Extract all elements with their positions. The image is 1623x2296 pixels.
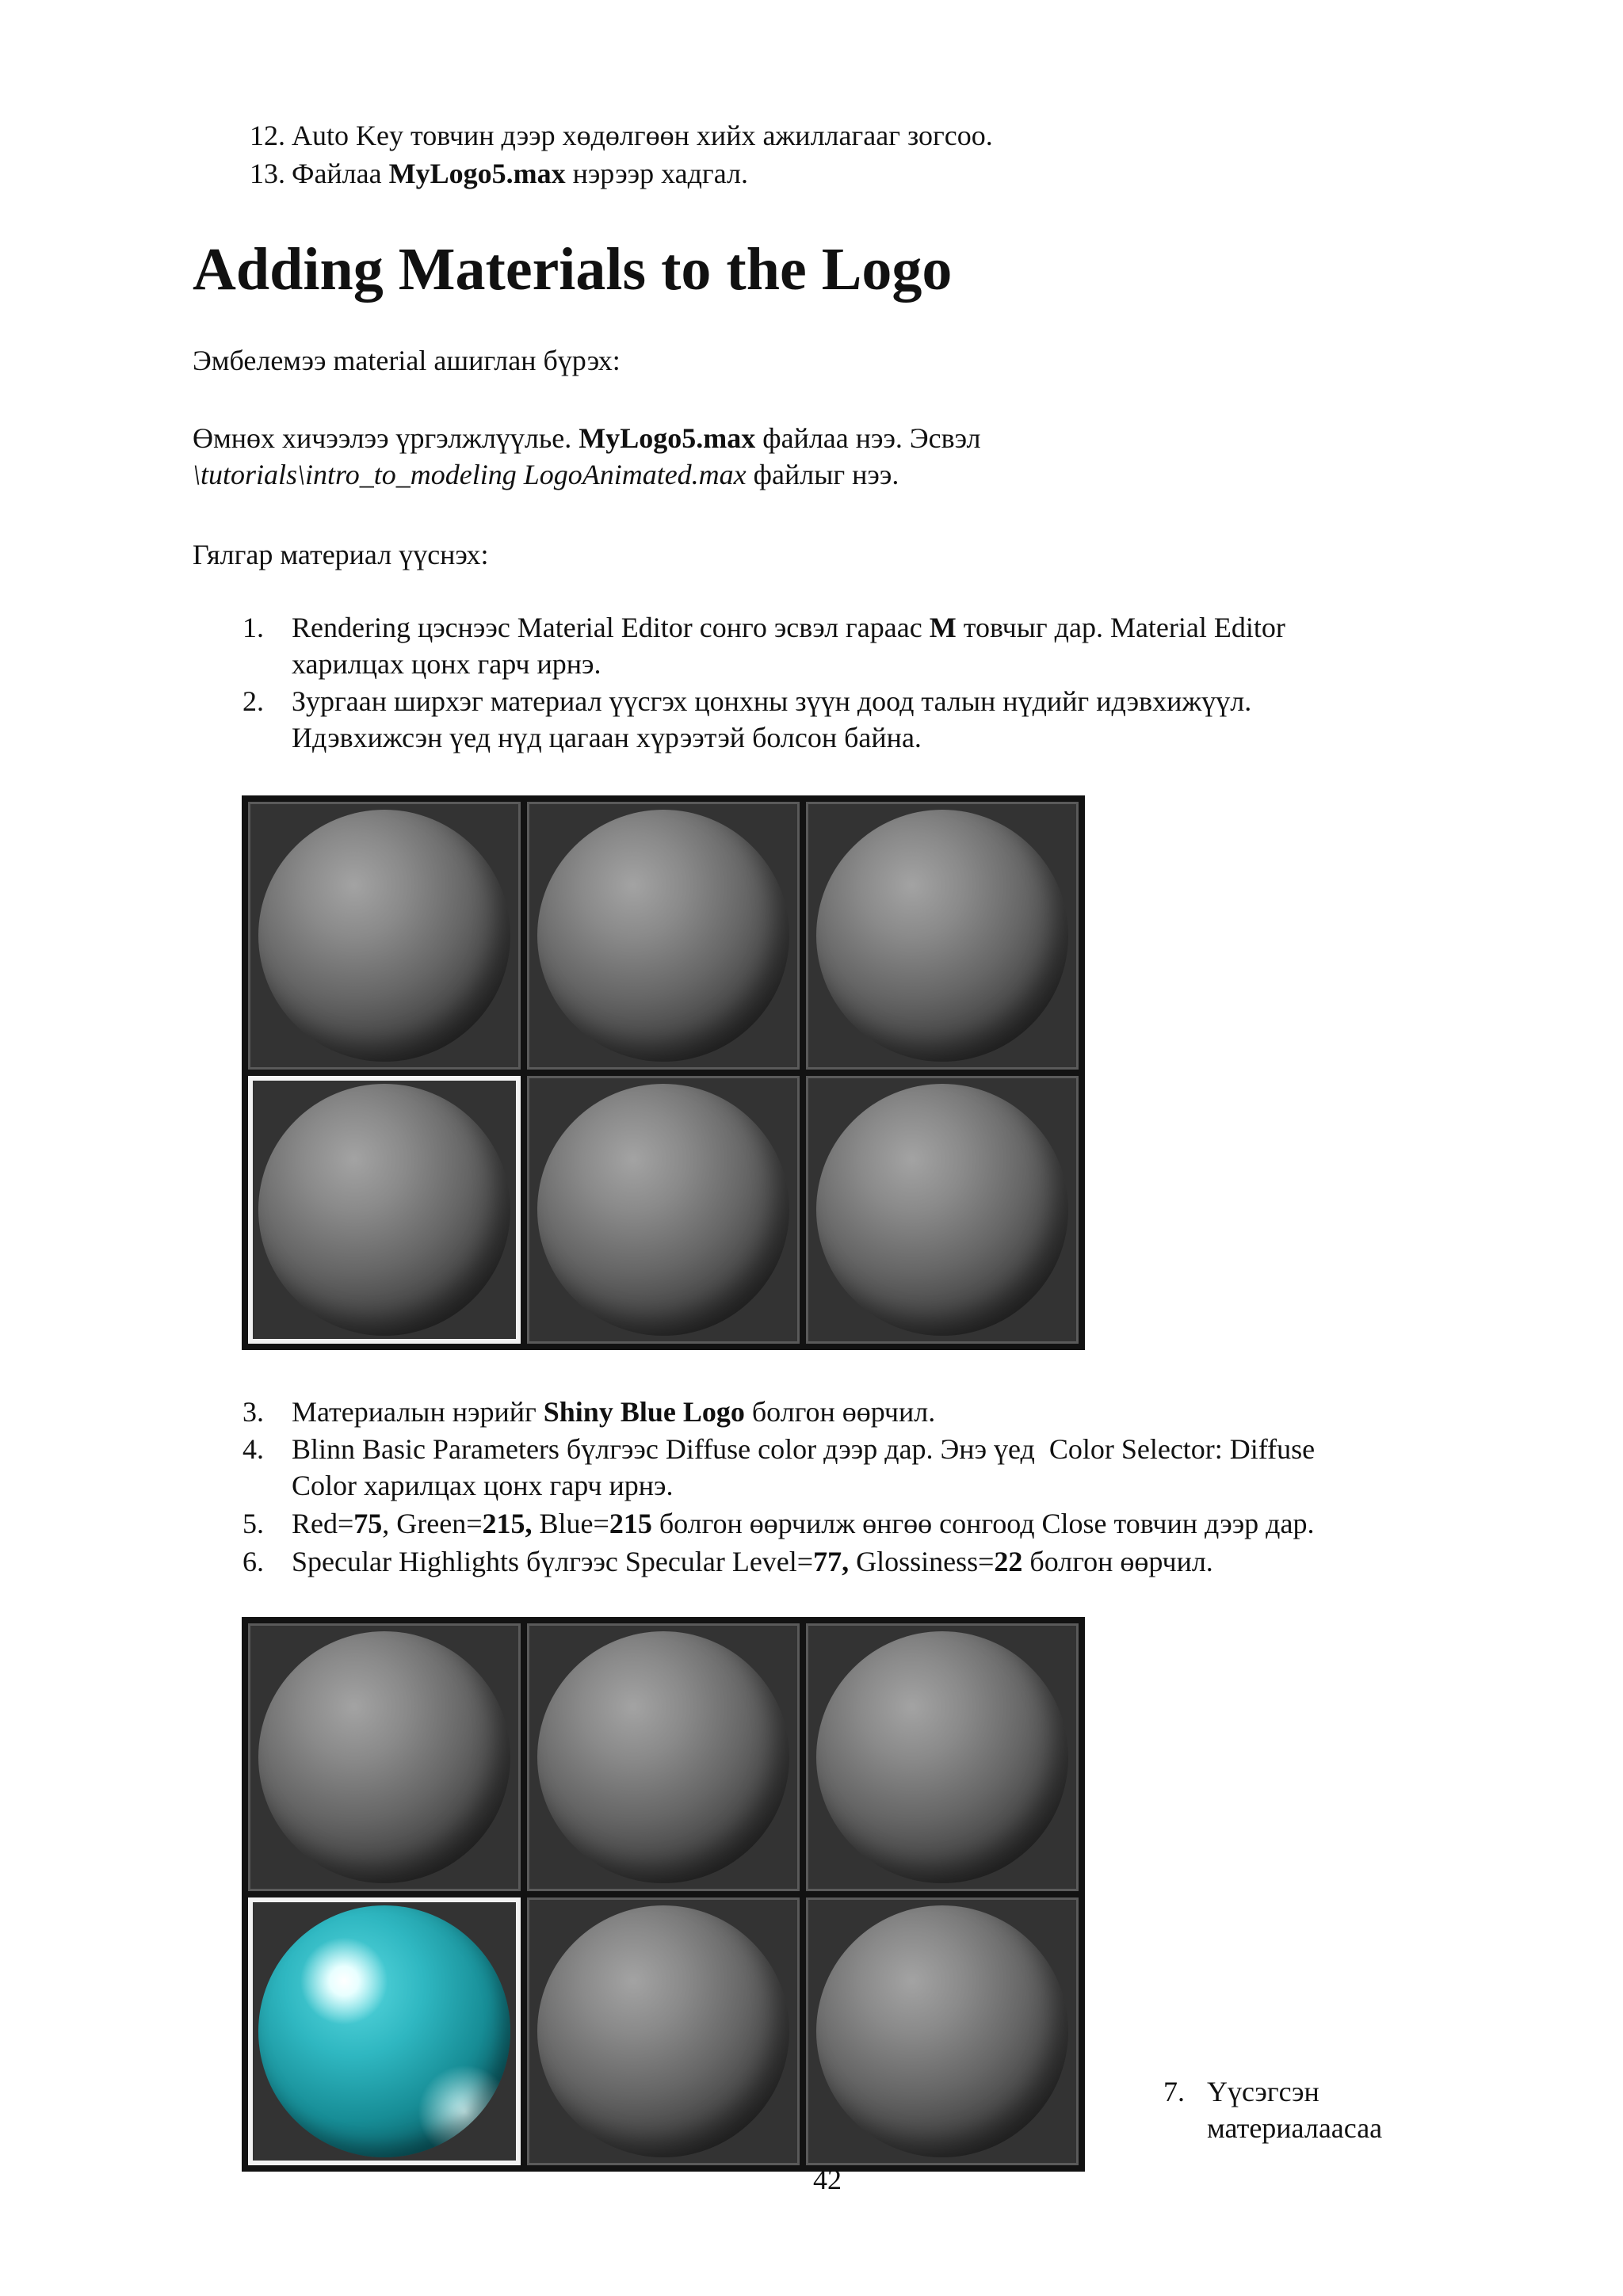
- material-slot[interactable]: [248, 802, 521, 1070]
- shiny-blue-sphere-preview: [258, 1905, 510, 2157]
- material-slot[interactable]: [527, 1897, 800, 2165]
- section-heading: Adding Materials to the Logo: [193, 236, 953, 303]
- material-sphere-preview: [258, 810, 510, 1062]
- list-number: 13.: [250, 158, 285, 189]
- material-sphere-preview: [537, 810, 789, 1062]
- material-slot[interactable]: [248, 1623, 521, 1891]
- text-run: Зургаан ширхэг материал үүсгэх цонхны зүүн доод талын нүдийг идэвхижүүл.: [292, 685, 1252, 717]
- list-number: 4.: [242, 1433, 264, 1465]
- list-number: 5.: [242, 1508, 264, 1539]
- file-path: \tutorials\intro_to_modeling LogoAnimated.max: [193, 459, 747, 490]
- value: 75: [353, 1508, 383, 1539]
- text-run: Blinn Basic Parameters бүлгээс Diffuse color дээр дар. Энэ үед Color Selector: Diffuse: [292, 1433, 1316, 1465]
- material-slot[interactable]: [527, 802, 800, 1070]
- text-run: материалаасаа: [1207, 2112, 1383, 2144]
- text-run: болгон өөрчил.: [1022, 1546, 1213, 1577]
- material-sphere-preview: [537, 1631, 789, 1883]
- page-number: 42: [813, 2164, 842, 2195]
- filename: MyLogo5.max: [579, 422, 756, 454]
- list-item-text: Auto Key товчин дээр хөдөлгөөн хийх ажиллагааг зогсоо.: [292, 120, 993, 151]
- value: 215,: [482, 1508, 533, 1539]
- text-run: Color харилцах цонх гарч ирнэ.: [292, 1470, 674, 1501]
- material-sphere-preview: [816, 1905, 1068, 2157]
- list-item: [292, 1543, 1213, 1580]
- list-item: [292, 117, 993, 154]
- intro-paragraph: Эмбелемээ material ашиглан бүрэх:: [193, 345, 621, 376]
- list-number: 12.: [250, 120, 285, 151]
- material-slot[interactable]: [806, 1623, 1079, 1891]
- list-item: [292, 1431, 1315, 1504]
- material-slot-active[interactable]: [248, 1897, 521, 2165]
- text-run: нэрээр хадгал.: [565, 158, 748, 189]
- text-run: файлыг нээ.: [746, 459, 899, 490]
- material-slot-active[interactable]: [248, 1076, 521, 1344]
- list-item: [292, 155, 748, 192]
- list-item: [292, 609, 1285, 682]
- text-run: Specular Highlights бүлгээс Specular Level=: [292, 1546, 814, 1577]
- material-slots-grid: [242, 1617, 1085, 2172]
- text-run: болгон өөрчил.: [744, 1396, 936, 1428]
- material-sphere-preview: [816, 1631, 1068, 1883]
- text-run: Идэвхижсэн үед нүд цагаан хүрээтэй болсон байна.: [292, 722, 922, 753]
- value: 215: [609, 1508, 652, 1539]
- material-sphere-preview: [258, 1084, 510, 1336]
- text-run: болгон өөрчилж өнгөө сонгоод Close товчин дээр дар.: [651, 1508, 1315, 1539]
- material-sphere-preview: [816, 810, 1068, 1062]
- paragraph-open-file: [193, 420, 980, 493]
- material-slot[interactable]: [527, 1623, 800, 1891]
- text-run: Өмнөх хичээлээ үргэлжлүүлье.: [193, 422, 579, 454]
- value: 22: [994, 1546, 1023, 1577]
- material-slots-grid: [242, 795, 1085, 1350]
- text-run: , Green=: [382, 1508, 483, 1539]
- material-name: Shiny Blue Logo: [543, 1396, 745, 1428]
- material-sphere-preview: [816, 1084, 1068, 1336]
- text-run: Файлаа: [292, 158, 389, 189]
- text-run: харилцах цонх гарч ирнэ.: [292, 648, 601, 680]
- list-number: 6.: [242, 1546, 264, 1577]
- material-slot[interactable]: [527, 1076, 800, 1344]
- list-item: [292, 683, 1251, 756]
- text-run: товчыг дар. Material Editor: [956, 612, 1285, 643]
- list-item: [1207, 2073, 1382, 2146]
- material-slot[interactable]: [806, 1076, 1079, 1344]
- text-run: Үүсэгсэн: [1207, 2076, 1319, 2107]
- list-item: [292, 1394, 935, 1430]
- text-run: Glossiness=: [849, 1546, 995, 1577]
- text-run: Материалын нэрийг: [292, 1396, 544, 1428]
- text-run: Red=: [292, 1508, 354, 1539]
- value: 77,: [813, 1546, 850, 1577]
- list-number: 3.: [242, 1396, 264, 1428]
- material-sphere-preview: [258, 1631, 510, 1883]
- list-number: 7.: [1163, 2076, 1185, 2107]
- material-sphere-preview: [537, 1084, 789, 1336]
- material-sphere-preview: [537, 1905, 789, 2157]
- hotkey: M: [929, 612, 957, 643]
- text-run: Blue=: [532, 1508, 609, 1539]
- paragraph-shiny-material: Гялгар материал үүснэх:: [193, 539, 489, 570]
- list-item: [292, 1505, 1314, 1542]
- text-run: Rendering цэснээс Material Editor сонго эсвэл гараас: [292, 612, 930, 643]
- filename: MyLogo5.max: [388, 158, 566, 189]
- text-run: файлаа нээ. Эсвэл: [755, 422, 981, 454]
- material-slot[interactable]: [806, 1897, 1079, 2165]
- material-slot[interactable]: [806, 802, 1079, 1070]
- list-number: 2.: [242, 685, 264, 717]
- list-number: 1.: [242, 612, 264, 643]
